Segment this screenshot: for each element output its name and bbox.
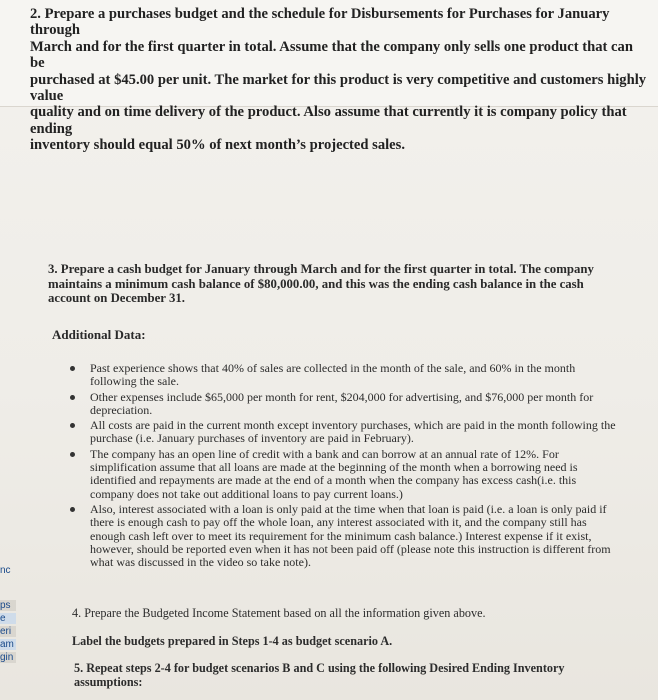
bullet-icon — [70, 452, 75, 457]
scenario-label-instruction: Label the budgets prepared in Steps 1-4 as budget scenario A. — [72, 634, 393, 648]
bullet-icon — [70, 423, 75, 428]
question-2-line: March and for the first quarter in total. Assume that the company only sells one product that can be — [30, 38, 633, 72]
question-4-text: 4. Prepare the Budgeted Income Statement based on all the information given above. — [72, 606, 486, 620]
question-2-line: 2. Prepare a purchases budget and the schedule for Disbursements for Purchases for January through — [30, 6, 610, 39]
list-item — [68, 419, 620, 446]
edge-fragment: ps — [0, 600, 16, 611]
list-item-text: All costs are paid in the current month except inventory purchases, which are paid in the month following the purchase (i.e. January purchases of inventory are paid in February). — [90, 418, 616, 446]
question-2-line: quality and on time delivery of the product. Also assume that currently it is company policy that ending — [30, 104, 627, 137]
list-item — [68, 391, 620, 418]
bullet-icon — [70, 507, 75, 512]
edge-fragment: eri — [0, 626, 16, 637]
question-2-line: inventory should equal 50% of next month’s projected sales. — [30, 137, 405, 154]
edge-fragment: e — [0, 613, 16, 624]
left-edge-fragments — [0, 565, 16, 665]
bullet-icon — [70, 395, 75, 400]
edge-fragment: am — [0, 639, 16, 650]
question-3-text — [48, 262, 620, 306]
question-3-line: account on December 31. — [48, 291, 185, 306]
additional-data-list — [68, 362, 620, 571]
question-3-line: maintains a minimum cash balance of $80,000.00, and this was the ending cash balance in the cash — [48, 276, 584, 291]
question-2-line: purchased at $45.00 per unit. The market for this product is very competitive and customers highly value — [30, 71, 647, 105]
edge-fragment: gin — [0, 652, 16, 663]
list-item-text: Other expenses include $65,000 per month for rent, $204,000 for advertising, and $76,000 per month for depreciation. — [90, 389, 594, 417]
additional-data-heading: Additional Data: — [52, 327, 146, 342]
list-item-text: The company has an open line of credit with a bank and can borrow at an annual rate of 12%. For simplification assume that all loans are made at the beginning of the month when a borrowing need is identified and repayments are made at the end of a month when the company has excess cash(i.e. this company does not take out additional loans to pay current loans.) — [90, 446, 578, 501]
question-3-line: 3. Prepare a cash budget for January through March and for the first quarter in total. The company — [48, 262, 594, 276]
question-2-text — [30, 6, 650, 154]
bullet-icon — [70, 366, 75, 371]
list-item — [68, 448, 620, 501]
list-item-text: Past experience shows that 40% of sales are collected in the month of the sale, and 60% in the month following the sale. — [90, 361, 576, 389]
list-item-text: Also, interest associated with a loan is only paid at the time when that loan is paid (i.e. a loan is only paid if there is enough cash to pay off the whole loan, any interest associated with it, and the company still has enough cash left over to meet its requirement for the minimum cash balance.) Interest expense if it exist, however, should be reported even when it has not been paid off (please note this instruction is different from what was discussed in the video so take note). — [90, 501, 611, 570]
edge-fragment: nc — [0, 565, 11, 576]
question-5-text: 5. Repeat steps 2-4 for budget scenarios B and C using the following Desired Ending Inventory assumptions: — [74, 661, 565, 689]
list-item — [68, 503, 620, 569]
question-2-block — [0, 0, 658, 154]
list-item — [68, 362, 620, 389]
